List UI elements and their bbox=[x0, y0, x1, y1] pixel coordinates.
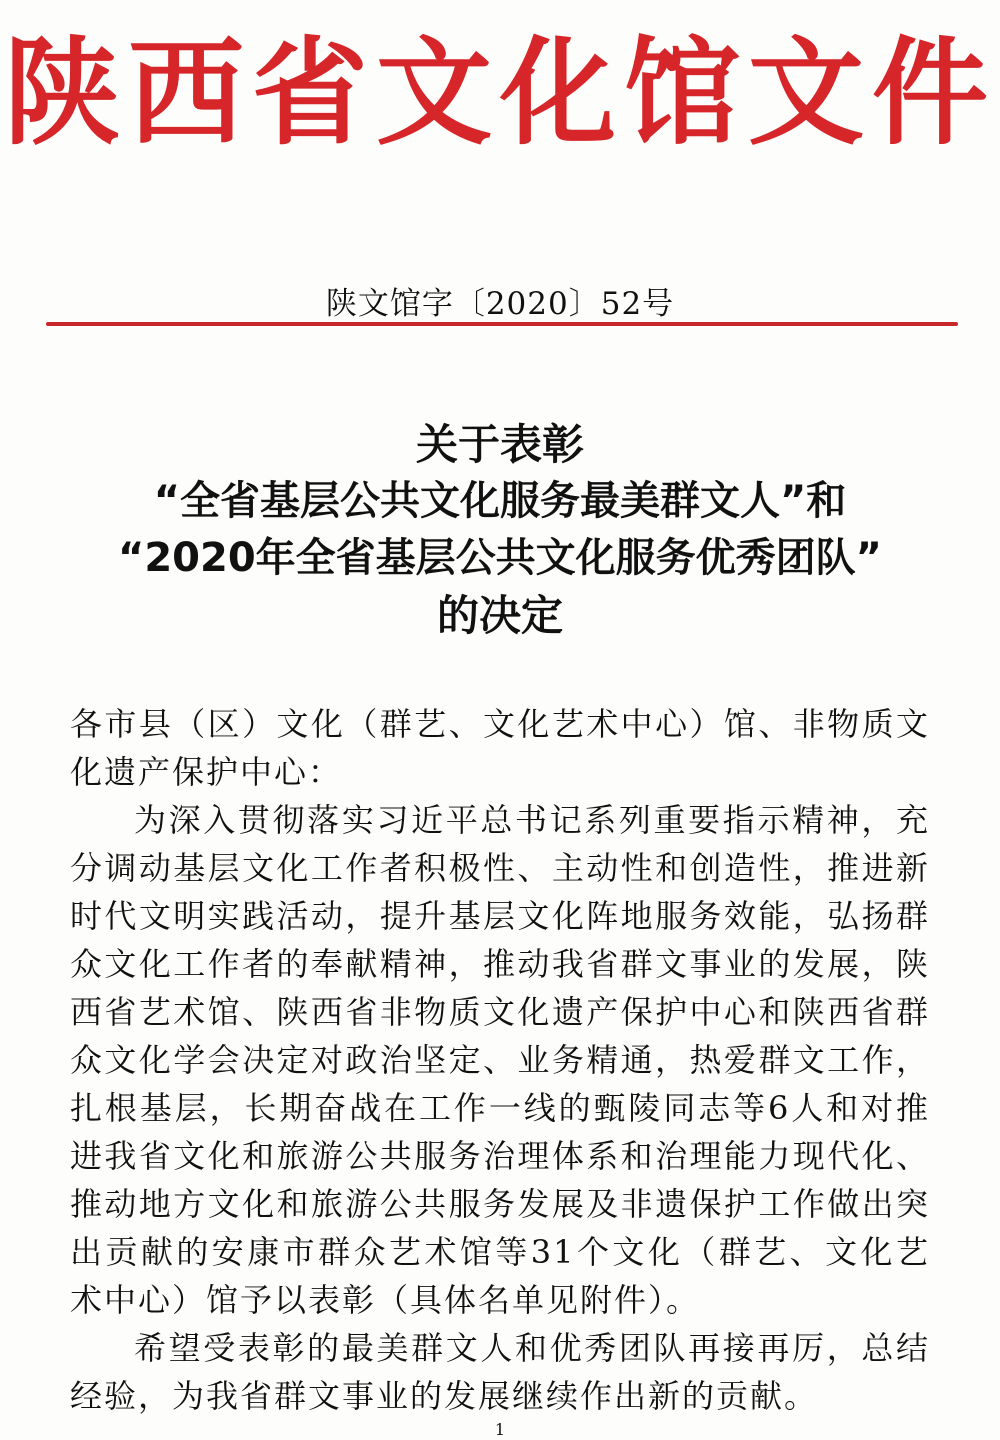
document-title bbox=[0, 416, 1000, 644]
body-paragraph-2: 希望受表彰的最美群文人和优秀团队再接再厉，总结经验，为我省群文事业的发展继续作出新的贡献。 bbox=[70, 1329, 930, 1415]
title-line-3: “2020年全省基层公共文化服务优秀团队” bbox=[118, 535, 882, 581]
page-number: 1 bbox=[494, 1420, 506, 1439]
document-number: 陕文馆字〔2020〕52号 bbox=[325, 286, 675, 322]
title-line-1: 关于表彰 bbox=[415, 420, 584, 469]
masthead-title: 陕西省文化馆文件 bbox=[4, 25, 996, 161]
body-paragraph-1: 为深入贯彻落实习近平总书记系列重要指示精神，充分调动基层文化工作者积极性、主动性和创造性，推进新时代文明实践活动，提升基层文化阵地服务效能，弘扬群众文化工作者的奉献精神，推动我省群文事业的发展，陕西省艺术馆、陕西省非物质文化遗产保护中心和陕西省群众文化学会决定对政治坚定、业务精通，热爱群文工作，扎根基层，长期奋战在工作一线的甄陵同志等6人和对推进我省文化和旅游公共服务治理体系和治理能力现代化、推动地方文化和旅游公共服务发展及非遗保护工作做出突出贡献的安康市群众艺术馆等31个文化（群艺、文化艺术中心）馆予以表彰（具体名单见附件）。 bbox=[70, 801, 930, 1319]
title-line-4: 的决定 bbox=[436, 591, 563, 640]
red-divider-line bbox=[46, 322, 958, 326]
addressee: 各市县（区）文化（群艺、文化艺术中心）馆、非物质文化遗产保护中心： bbox=[70, 705, 930, 791]
title-line-2: “全省基层公共文化服务最美群文人”和 bbox=[153, 478, 847, 524]
document-body bbox=[70, 700, 930, 1420]
